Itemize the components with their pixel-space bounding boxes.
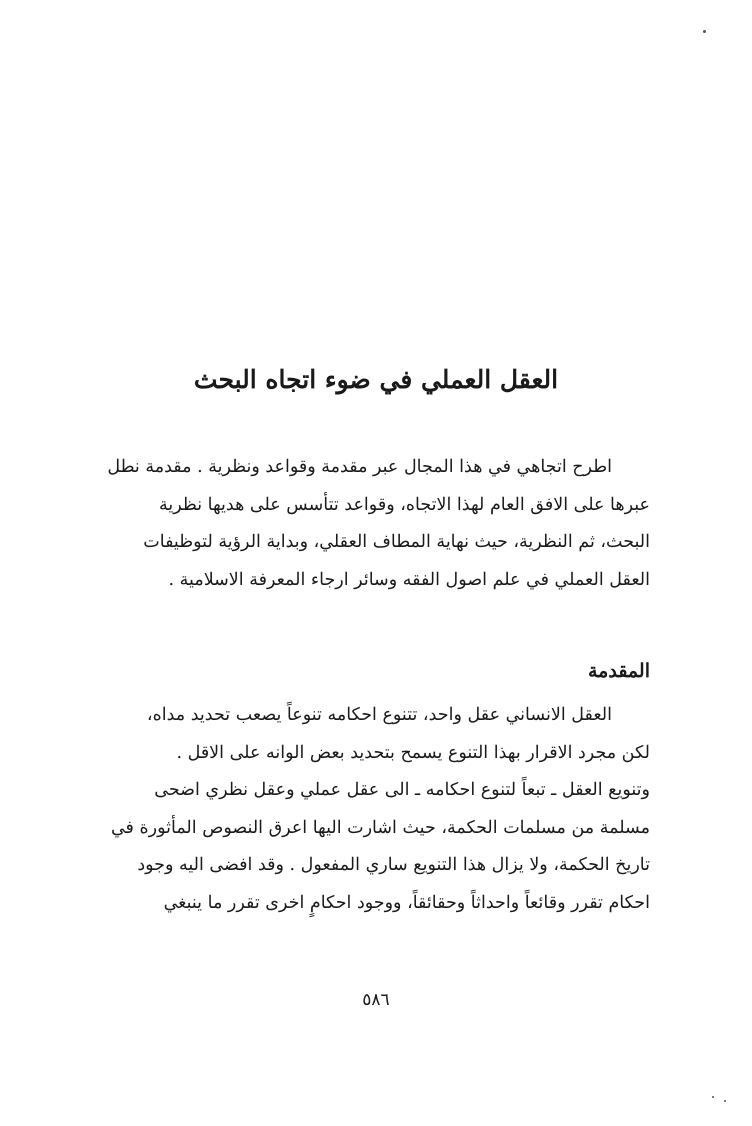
- section-heading: المقدمة: [587, 660, 650, 682]
- text-line: اطرح اتجاهي في هذا المجال عبر مقدمة وقواعد ونظرية . مقدمة نطل: [107, 457, 612, 477]
- text-line: البحث، ثم النظرية، حيث نهاية المطاف العقلي، وبداية الرؤية لتوظيفات: [143, 532, 650, 552]
- scan-speck: [712, 1096, 714, 1098]
- text-line: العقل الانساني عقل واحد، تتنوع احكامه تنوعاً يصعب تحديد مداه،: [146, 705, 612, 725]
- text-line: العقل العملي في علم اصول الفقه وسائر ارجاء المعرفة الاسلامية .: [168, 569, 650, 590]
- text-line: لكن مجرد الاقرار بهذا التنوع يسمح بتحديد بعض الوانه على الاقل .: [176, 742, 650, 763]
- scan-speck: [703, 30, 706, 33]
- text-line: تاريخ الحكمة، ولا يزال هذا التنويع ساري المفعول . وقد افضى اليه وجود: [137, 855, 650, 875]
- body-paragraph: [102, 697, 650, 922]
- text-line: عبرها على الافق العام لهذا الاتجاه، وقواعد تتأسس على هديها نظرية: [158, 494, 650, 515]
- text-line: مسلمة من مسلمات الحكمة، حيث اشارت اليها اعرق النصوص المأثورة في: [110, 817, 650, 838]
- page-title: العقل العملي في ضوء اتجاه البحث: [193, 365, 559, 394]
- text-line: وتنويع العقل ـ تبعاً لتنوع احكامه ـ الى عقل عملي وعقل نظري اضحى: [154, 780, 650, 800]
- page-number: ٥٨٦: [362, 990, 390, 1010]
- text-line: احكام تقرر وقائعاً واحداثاً وحقائقاً، ووجود احكامٍ اخرى تقرر ما ينبغي: [163, 892, 650, 913]
- scan-speck: [724, 1100, 726, 1102]
- intro-paragraph: [102, 449, 650, 599]
